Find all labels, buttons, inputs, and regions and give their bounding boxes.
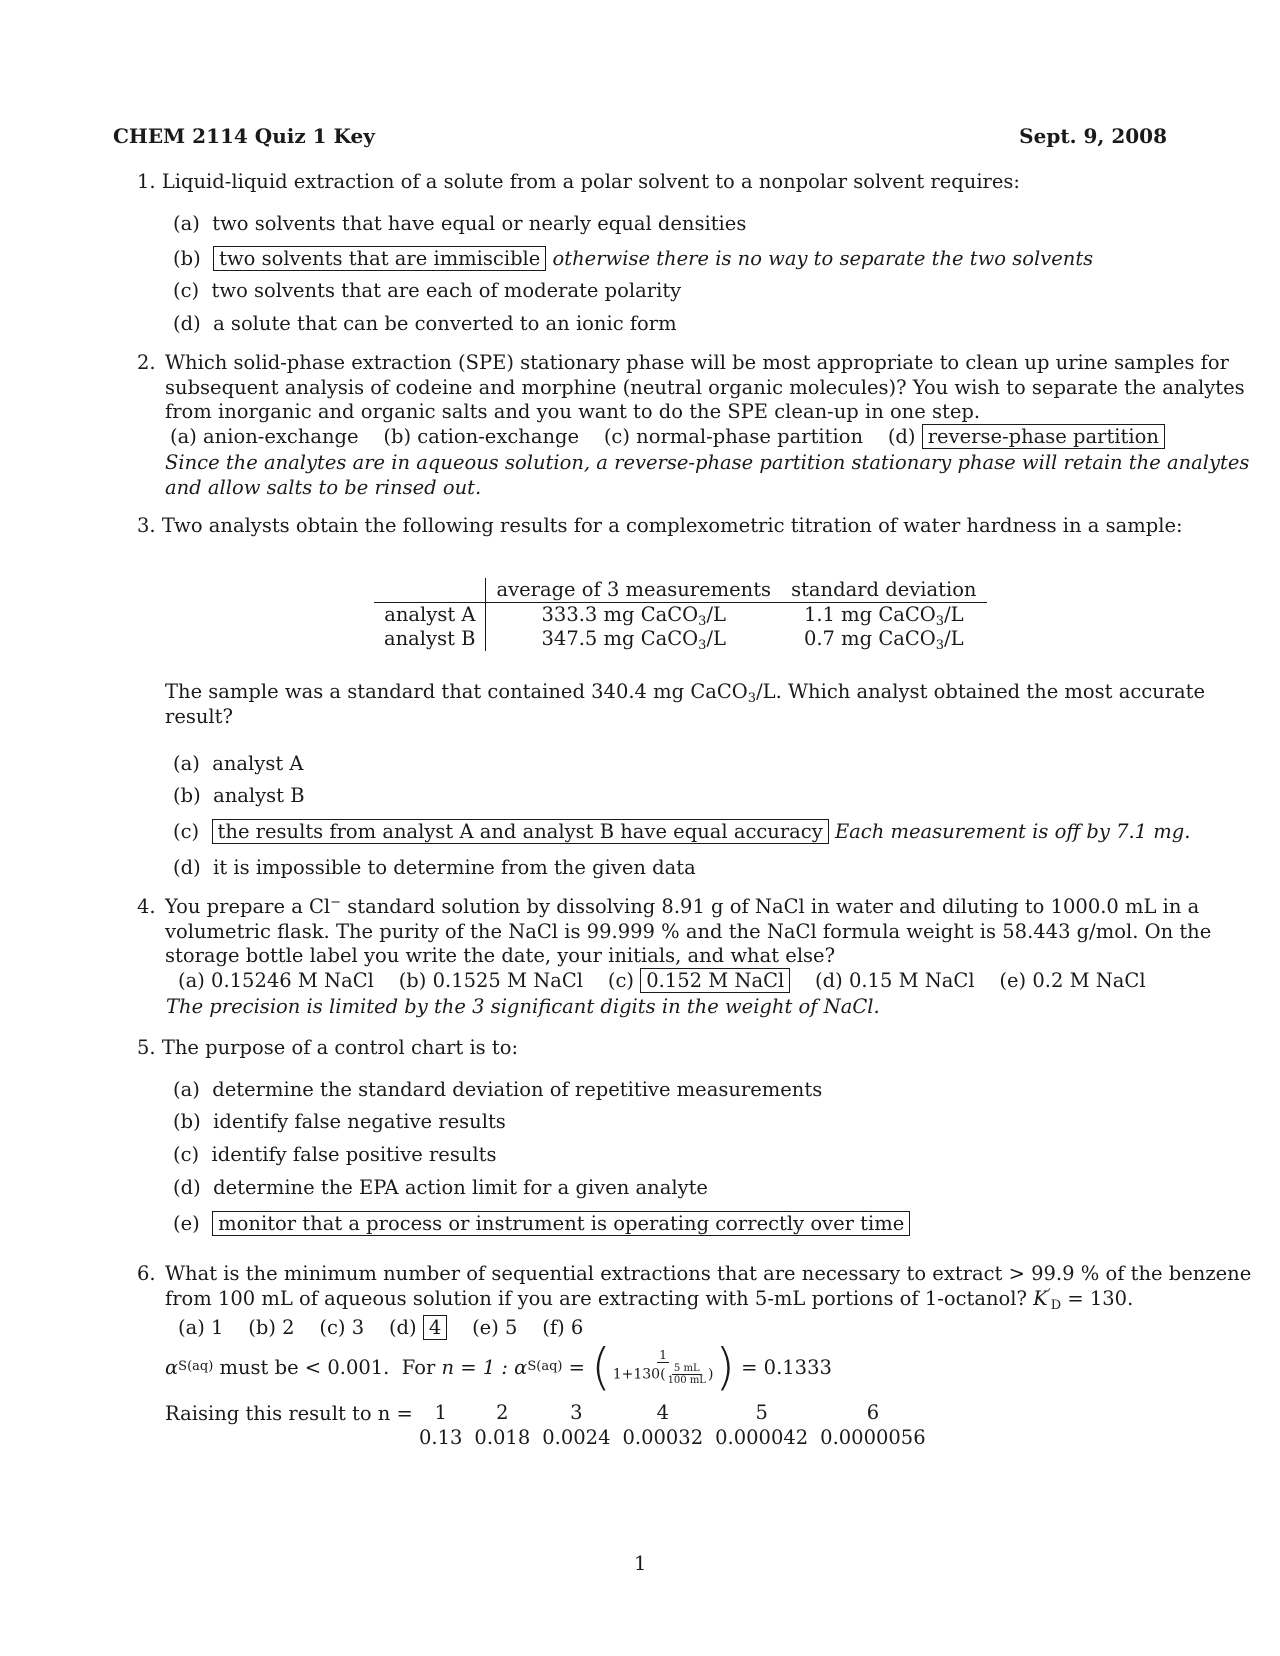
answer-box: 0.152 M NaCl bbox=[640, 968, 790, 993]
page-number: 1 bbox=[634, 1552, 647, 1575]
column-header: standard deviation bbox=[781, 578, 986, 603]
question-4-stem: You prepare a Cl− standard solution by dissolving 8.91 g of NaCl in water and diluting to 1000.0 mL in a volumetric flask. The purity of the NaCl is 99.999 % and the NaCl formula weight is 58.443 g/mol. On the storage bottle label you write the date, your initials, and what else? bbox=[165, 895, 1212, 967]
question-3: 3. Two analysts obtain the following results for a complexometric titration of water hardness in a sample: bbox=[137, 514, 1183, 537]
page-title: CHEM 2114 Quiz 1 Key bbox=[113, 124, 375, 148]
q3-option-d: (d) it is impossible to determine from the given data bbox=[173, 856, 696, 879]
q4-explanation: The precision is limited by the 3 significant digits in the weight of NaCl. bbox=[166, 995, 880, 1018]
q1-option-a: (a) two solvents that have equal or nearly equal densities bbox=[173, 212, 747, 235]
q1-option-c: (c) two solvents that are each of moderate polarity bbox=[173, 279, 682, 302]
q5-option-c: (c) identify false positive results bbox=[173, 1143, 497, 1166]
fraction: 1 1+130( $\frac{5 mL}{100 mL}$ ) bbox=[612, 1348, 714, 1386]
table-row: 0.13 0.018 0.0024 0.00032 0.000042 0.0000056 bbox=[419, 1426, 926, 1449]
table-row: 1 2 3 4 5 6 bbox=[434, 1401, 880, 1424]
q5-option-e: (e) monitor that a process or instrument is operating correctly over time bbox=[173, 1212, 910, 1235]
answer-note: Each measurement is off by 7.1 mg. bbox=[834, 820, 1191, 843]
q3-option-c: (c) the results from analyst A and analyst B have equal accuracy Each measurement is off by 7.1 mg. bbox=[173, 820, 1191, 843]
question-number: 1. bbox=[137, 170, 156, 193]
question-5: 5. The purpose of a control chart is to: bbox=[137, 1036, 519, 1059]
q6-options: (a) 1 (b) 2 (c) 3 (d) 4 (e) 5 (f) 6 bbox=[178, 1316, 584, 1339]
q2-options: (a) anion-exchange (b) cation-exchange (c) normal-phase partition (d) reverse-phase partition bbox=[170, 425, 1165, 448]
powers-table bbox=[413, 1400, 932, 1450]
column-header: average of 3 measurements bbox=[486, 578, 781, 603]
quiz-date: Sept. 9, 2008 bbox=[1019, 124, 1167, 148]
q4-options: (a) 0.15246 M NaCl (b) 0.1525 M NaCl (c) 0.152 M NaCl (d) 0.15 M NaCl (e) 0.2 M NaCl bbox=[178, 969, 1146, 992]
question-6-number: 6. bbox=[137, 1262, 156, 1285]
answer-box: two solvents that are immiscible bbox=[213, 246, 546, 271]
question-2-number: 2. bbox=[137, 351, 156, 374]
q5-option-a: (a) determine the standard deviation of repetitive measurements bbox=[173, 1078, 823, 1101]
q1-option-b: (b) two solvents that are immiscible otherwise there is no way to separate the two solvents bbox=[173, 247, 1094, 270]
answer-box: the results from analyst A and analyst B have equal accuracy bbox=[212, 819, 829, 844]
q5-option-b: (b) identify false negative results bbox=[173, 1110, 506, 1133]
q3-followup: The sample was a standard that contained 340.4 mg CaCO$_3$/L. Which analyst obtained the most accurate result? bbox=[165, 680, 1206, 728]
q6-equation: α S(aq) must be < 0.001. For n = 1 : α S(aq) = ( 1 1+130( $\frac{5 mL}{100 mL}$ ) ) = 0.1333 bbox=[165, 1338, 832, 1396]
question-stem: Liquid-liquid extraction of a solute from a polar solvent to a nonpolar solvent requires: bbox=[161, 170, 1020, 193]
question-4-number: 4. bbox=[137, 895, 156, 918]
q3-option-a: (a) analyst A bbox=[173, 752, 304, 775]
answer-box: monitor that a process or instrument is operating correctly over time bbox=[212, 1211, 910, 1236]
q3-option-b: (b) analyst B bbox=[173, 784, 305, 807]
table-row: analyst A 333.3 mg CaCO$_3$/L 1.1 mg CaCO$_3$/L bbox=[374, 603, 987, 628]
table-header-row bbox=[374, 578, 987, 603]
question-1 bbox=[137, 170, 1020, 193]
question-6-stem: What is the minimum number of sequential extractions that are necessary to extract > 99.9 % of the benzene from 100 mL of aqueous solution if you are extracting with 5-mL portions of 1-octanol? $K'_D = 130$. bbox=[165, 1262, 1252, 1313]
results-table bbox=[374, 578, 987, 651]
answer-box: 4 bbox=[423, 1315, 447, 1340]
answer-note: otherwise there is no way to separate the two solvents bbox=[552, 247, 1094, 270]
answer-box: reverse-phase partition bbox=[922, 424, 1165, 449]
q6-raising-label: Raising this result to n = bbox=[165, 1402, 413, 1425]
table-row: analyst B 347.5 mg CaCO$_3$/L 0.7 mg CaCO$_3$/L bbox=[374, 627, 987, 651]
q1-option-d: (d) a solute that can be converted to an ionic form bbox=[173, 312, 677, 335]
question-2-stem: Which solid-phase extraction (SPE) stationary phase will be most appropriate to clean up urine samples for subsequent analysis of codeine and morphine (neutral organic molecules)? You wish to separate the analytes from inorganic and organic salts and you want to do the SPE clean-up in one step. bbox=[165, 351, 1245, 423]
q2-explanation: Since the analytes are in aqueous solution, a reverse-phase partition stationary phase will retain the analytes and allow salts to be rinsed out. bbox=[165, 451, 1250, 499]
q5-option-d: (d) determine the EPA action limit for a given analyte bbox=[173, 1176, 708, 1199]
